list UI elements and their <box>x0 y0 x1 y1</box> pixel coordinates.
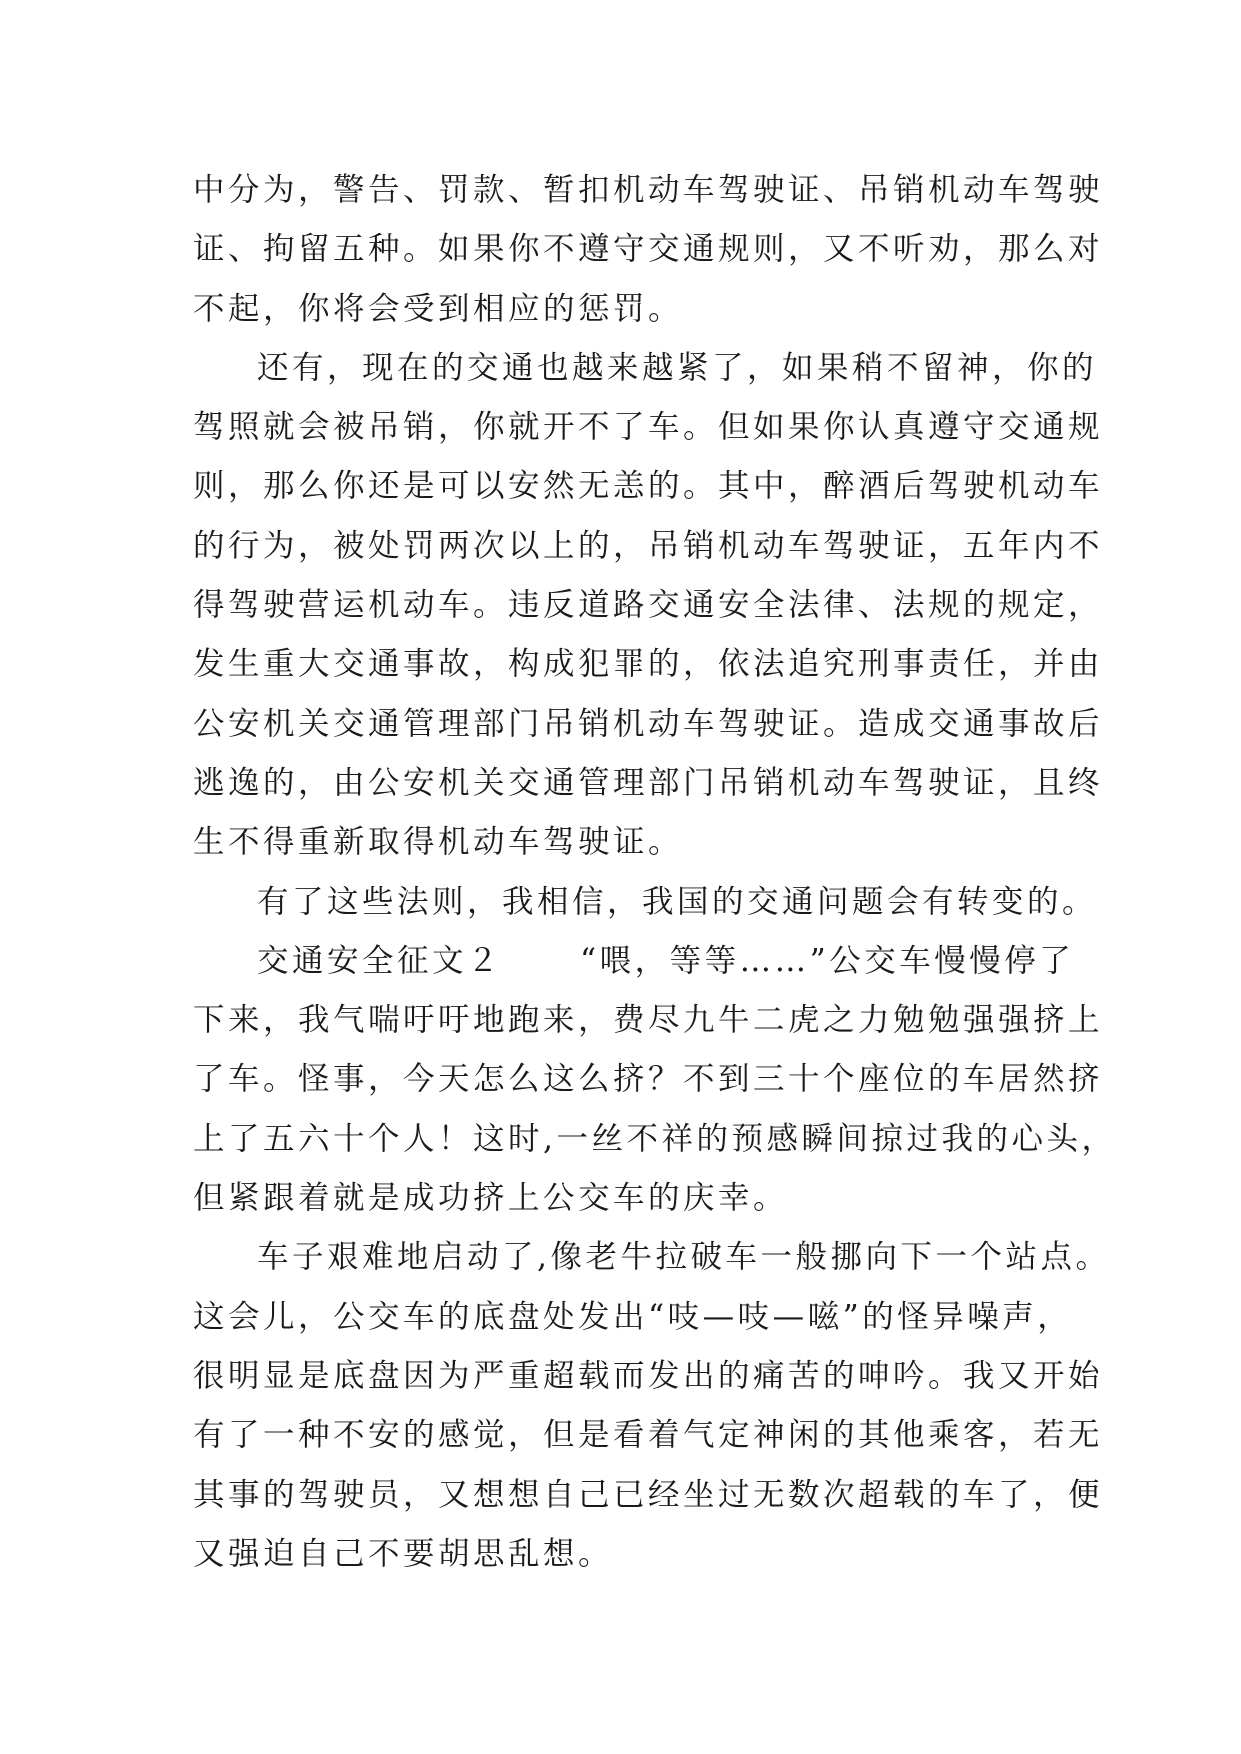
text-line: 公安机关交通管理部门吊销机动车驾驶证。造成交通事故后 <box>193 705 1104 742</box>
text-line: 不起，你将会受到相应的惩罚。 <box>193 290 684 327</box>
text-line: 车子艰难地启动了,像老牛拉破车一般挪向下一个站点。 <box>257 1239 1111 1276</box>
section-heading: 交通安全征文２ <box>257 942 503 979</box>
text-line: 其事的驾驶员，又想想自己已经坐过无数次超载的车了，便 <box>193 1476 1104 1513</box>
text-line: 了车。怪事，今天怎么这么挤？不到三十个座位的车居然挤 <box>193 1061 1104 1098</box>
text-line: 又强迫自己不要胡思乱想。 <box>193 1535 614 1572</box>
text-line: 得驾驶营运机动车。违反道路交通安全法律、法规的规定， <box>193 587 1104 624</box>
text-line: 证、拘留五种。如果你不遵守交通规则，又不听劝，那么对 <box>193 231 1104 268</box>
text-line: 这会儿，公交车的底盘处发出“吱—吱—嗞”的怪异噪声， <box>193 1298 1073 1335</box>
text-line: 发生重大交通事故，构成犯罪的，依法追究刑事责任，并由 <box>193 646 1104 683</box>
text-line: 的行为，被处罚两次以上的，吊销机动车驾驶证，五年内不 <box>193 527 1104 564</box>
text-span: “喂，等等……”公交车慢慢停了 <box>580 942 1075 979</box>
body-text <box>193 161 1117 1584</box>
text-line: 上了五六十个人！这时,一丝不祥的预感瞬间掠过我的心头， <box>193 1120 1117 1157</box>
text-line: 下来，我气喘吁吁地跑来，费尽九牛二虎之力勉勉强强挤上 <box>193 1002 1104 1039</box>
text-line: 生不得重新取得机动车驾驶证。 <box>193 824 684 861</box>
text-line: 但紧跟着就是成功挤上公交车的庆幸。 <box>193 1180 789 1217</box>
text-line: 逃逸的，由公安机关交通管理部门吊销机动车驾驶证，且终 <box>193 764 1104 801</box>
text-line: 中分为，警告、罚款、暂扣机动车驾驶证、吊销机动车驾驶 <box>193 172 1104 208</box>
text-line: 则，那么你还是可以安然无恙的。其中，醉酒后驾驶机动车 <box>193 468 1104 505</box>
text-line: 有了一种不安的感觉，但是看着气定神闲的其他乘客，若无 <box>193 1417 1104 1454</box>
text-line: 驾照就会被吊销，你就开不了车。但如果你认真遵守交通规 <box>193 409 1104 446</box>
text-line: 很明显是底盘因为严重超载而发出的痛苦的呻吟。我又开始 <box>193 1357 1104 1394</box>
heading-line <box>193 932 1075 991</box>
text-line: 还有，现在的交通也越来越紧了，如果稍不留神，你的 <box>257 349 1098 386</box>
text-line: 有了这些法则，我相信，我国的交通问题会有转变的。 <box>257 883 1098 920</box>
